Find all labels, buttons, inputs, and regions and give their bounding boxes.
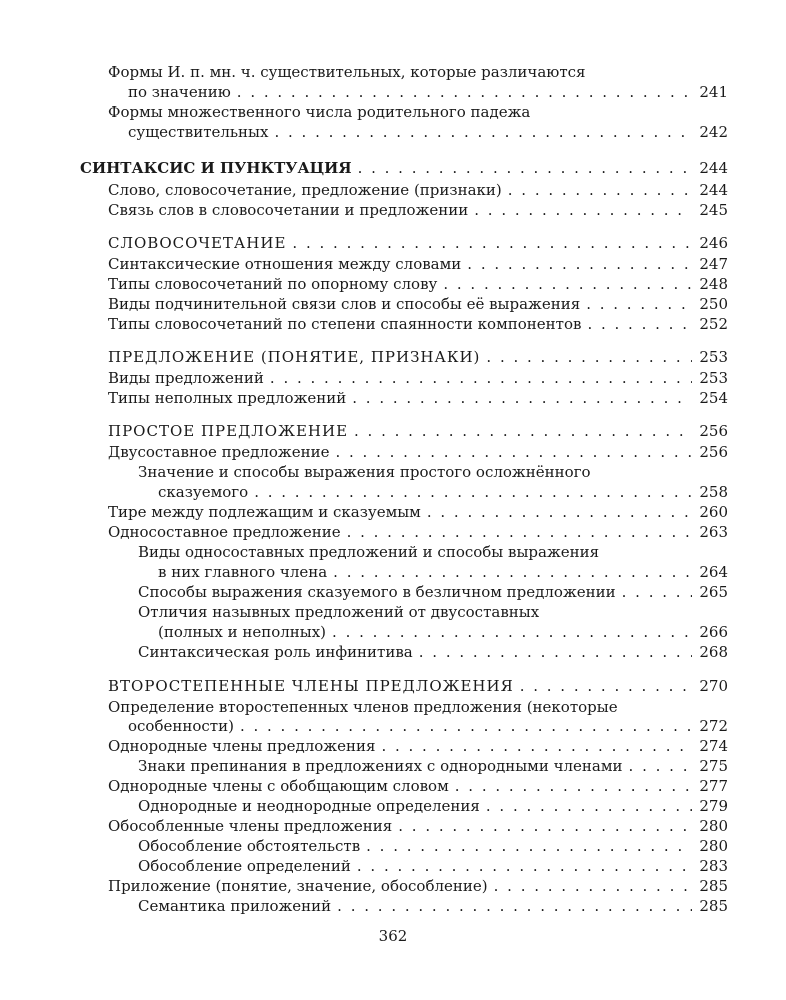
leader-dots — [486, 796, 692, 816]
toc-entry — [138, 796, 728, 816]
toc-entry — [138, 582, 728, 602]
leader-dots — [254, 482, 692, 502]
toc-page-number: 280 — [699, 817, 728, 835]
leader-dots — [494, 876, 692, 896]
subsection-title: СЛОВОСОЧЕТАНИЕ — [108, 234, 287, 252]
toc-entry-title: существительных — [128, 123, 269, 141]
toc-entry-line: Значение и способы выражения простого осложнённого — [138, 463, 591, 481]
toc-entry-title: Типы словосочетаний по опорному слову — [108, 275, 438, 293]
toc-subsection-heading — [108, 233, 728, 253]
toc-entry — [108, 368, 728, 388]
toc-page-number: 250 — [699, 295, 728, 313]
toc-entry-title: Семантика приложений — [138, 897, 332, 915]
leader-dots — [332, 622, 692, 642]
toc-subsection-heading — [108, 676, 728, 696]
toc-page-number: 275 — [699, 757, 728, 775]
toc-page-number: 256 — [699, 422, 728, 440]
toc-entry — [108, 442, 728, 462]
toc-page-number: 252 — [699, 315, 728, 333]
toc-page-number: 280 — [699, 837, 728, 855]
toc-page-number: 285 — [699, 877, 728, 895]
toc-page-number: 268 — [699, 643, 728, 661]
toc-entry — [158, 622, 728, 642]
toc-entry — [108, 254, 728, 274]
leader-dots — [292, 233, 692, 253]
toc-entry — [108, 180, 728, 200]
leader-dots — [347, 522, 692, 542]
page-number: 362 — [378, 927, 408, 945]
toc-page-number: 274 — [699, 737, 728, 755]
toc-page-number: 270 — [699, 677, 728, 695]
toc-entry-title: Обособленные члены предложения — [108, 817, 393, 835]
toc-page-number: 266 — [699, 623, 728, 641]
toc-entry-title: Связь слов в словосочетании и предложении — [108, 201, 469, 219]
leader-dots — [587, 314, 692, 334]
toc-entry — [108, 274, 728, 294]
toc-entry-title: Однородные и неоднородные определения — [138, 797, 480, 815]
leader-dots — [455, 776, 692, 796]
toc-page-number: 245 — [699, 201, 728, 219]
toc-section-heading — [80, 158, 728, 178]
toc-subsection-heading — [108, 421, 728, 441]
toc-entry — [138, 896, 728, 916]
leader-dots — [427, 502, 692, 522]
toc-entry-title: по значению — [128, 83, 231, 101]
toc-entry — [128, 82, 728, 102]
toc-entry-title: Двусоставное предложение — [108, 443, 330, 461]
toc-page-number: 277 — [699, 777, 728, 795]
toc-page-number: 247 — [699, 255, 728, 273]
toc-entry-title: в них главного члена — [158, 563, 328, 581]
toc-entry — [108, 200, 728, 220]
leader-dots — [335, 442, 692, 462]
toc-page-number: 256 — [699, 443, 728, 461]
leader-dots — [274, 122, 692, 142]
toc-entry — [108, 314, 728, 334]
leader-dots — [352, 388, 692, 408]
leader-dots — [486, 347, 692, 367]
toc-entry-title: Однородные члены предложения — [108, 737, 376, 755]
toc-entry-line: Виды односоставных предложений и способы выражения — [138, 543, 600, 561]
toc-entry — [108, 776, 728, 796]
toc-page-number: 244 — [699, 181, 728, 199]
toc-entry-title: Виды подчинительной связи слов и способы её выражения — [108, 295, 581, 313]
toc-entry-line: Формы множественного числа родительного падежа — [108, 103, 531, 121]
toc-entry-title: Синтаксическая роль инфинитива — [138, 643, 413, 661]
leader-dots — [474, 200, 692, 220]
leader-dots — [240, 716, 692, 736]
leader-dots — [622, 582, 692, 602]
leader-dots — [398, 816, 692, 836]
toc-entry — [128, 122, 728, 142]
toc-entry-title: Обособление обстоятельств — [138, 837, 361, 855]
toc-entry-title: Виды предложений — [108, 369, 264, 387]
toc-page-number: 279 — [699, 797, 728, 815]
toc-entry — [108, 876, 728, 896]
leader-dots — [337, 896, 692, 916]
toc-entry-title: Тире между подлежащим и сказуемым — [108, 503, 421, 521]
leader-dots — [357, 856, 692, 876]
leader-dots — [237, 82, 692, 102]
toc-entry-title: Односоставное предложение — [108, 523, 341, 541]
toc-page-number: 272 — [699, 717, 728, 735]
toc-page-number: 254 — [699, 389, 728, 407]
toc-entry-title: Слово, словосочетание, предложение (признаки) — [108, 181, 502, 199]
subsection-title: ВТОРОСТЕПЕННЫЕ ЧЛЕНЫ ПРЕДЛОЖЕНИЯ — [108, 677, 514, 695]
toc-entry — [108, 736, 728, 756]
leader-dots — [366, 836, 692, 856]
leader-dots — [358, 158, 692, 178]
toc-entry — [138, 836, 728, 856]
leader-dots — [333, 562, 692, 582]
toc-page-number: 260 — [699, 503, 728, 521]
toc-entry — [108, 522, 728, 542]
subsection-title: ПРЕДЛОЖЕНИЕ (ПОНЯТИЕ, ПРИЗНАКИ) — [108, 348, 481, 366]
leader-dots — [270, 368, 692, 388]
toc-page-number: 264 — [699, 563, 728, 581]
toc-entry-line: Определение второстепенных членов предложения (некоторые — [108, 698, 618, 716]
toc-entry — [138, 856, 728, 876]
toc-entry-title: Типы неполных предложений — [108, 389, 347, 407]
toc-entry-title: Приложение (понятие, значение, обособление) — [108, 877, 488, 895]
toc-page-number: 244 — [699, 159, 728, 177]
toc-entry — [158, 482, 728, 502]
toc-entry-title: Обособление определений — [138, 857, 351, 875]
leader-dots — [467, 254, 692, 274]
toc-entry — [158, 562, 728, 582]
toc-entry — [108, 816, 728, 836]
leader-dots — [520, 676, 692, 696]
toc-page-number: 241 — [699, 83, 728, 101]
toc-page-number: 283 — [699, 857, 728, 875]
toc-entry-title: сказуемого — [158, 483, 249, 501]
toc-page-number: 253 — [699, 369, 728, 387]
toc-entry — [128, 716, 728, 736]
toc-entry-title: (полных и неполных) — [158, 623, 327, 641]
toc-page-number: 265 — [699, 583, 728, 601]
toc-entry-line: Отличия назывных предложений от двусоставных — [138, 603, 540, 621]
toc-entry-title: Типы словосочетаний по степени спаянности компонентов — [108, 315, 582, 333]
subsection-title: ПРОСТОЕ ПРЕДЛОЖЕНИЕ — [108, 422, 349, 440]
section-title: СИНТАКСИС И ПУНКТУАЦИЯ — [80, 159, 352, 177]
toc-page-number: 242 — [699, 123, 728, 141]
leader-dots — [508, 180, 692, 200]
toc-subsection-heading — [108, 347, 728, 367]
toc-page-number: 248 — [699, 275, 728, 293]
toc-page-number: 253 — [699, 348, 728, 366]
toc-entry-line: Формы И. п. мн. ч. существительных, которые различаются — [108, 63, 586, 81]
toc-entry — [108, 388, 728, 408]
leader-dots — [419, 642, 692, 662]
toc-entry — [108, 294, 728, 314]
toc-entry-title: Однородные члены с обобщающим словом — [108, 777, 449, 795]
toc-page-number: 285 — [699, 897, 728, 915]
toc-entry-title: особенности) — [128, 717, 234, 735]
leader-dots — [381, 736, 692, 756]
toc-entry-title: Способы выражения сказуемого в безличном предложении — [138, 583, 616, 601]
toc-entry-title: Знаки препинания в предложениях с однородными членами — [138, 757, 623, 775]
leader-dots — [629, 756, 692, 776]
leader-dots — [586, 294, 692, 314]
toc-page-number: 263 — [699, 523, 728, 541]
toc-entry — [138, 642, 728, 662]
toc-page-number: 258 — [699, 483, 728, 501]
leader-dots — [443, 274, 692, 294]
leader-dots — [354, 421, 692, 441]
toc-entry — [138, 756, 728, 776]
toc-page-number: 246 — [699, 234, 728, 252]
toc-entry — [108, 502, 728, 522]
toc-entry-title: Синтаксические отношения между словами — [108, 255, 462, 273]
